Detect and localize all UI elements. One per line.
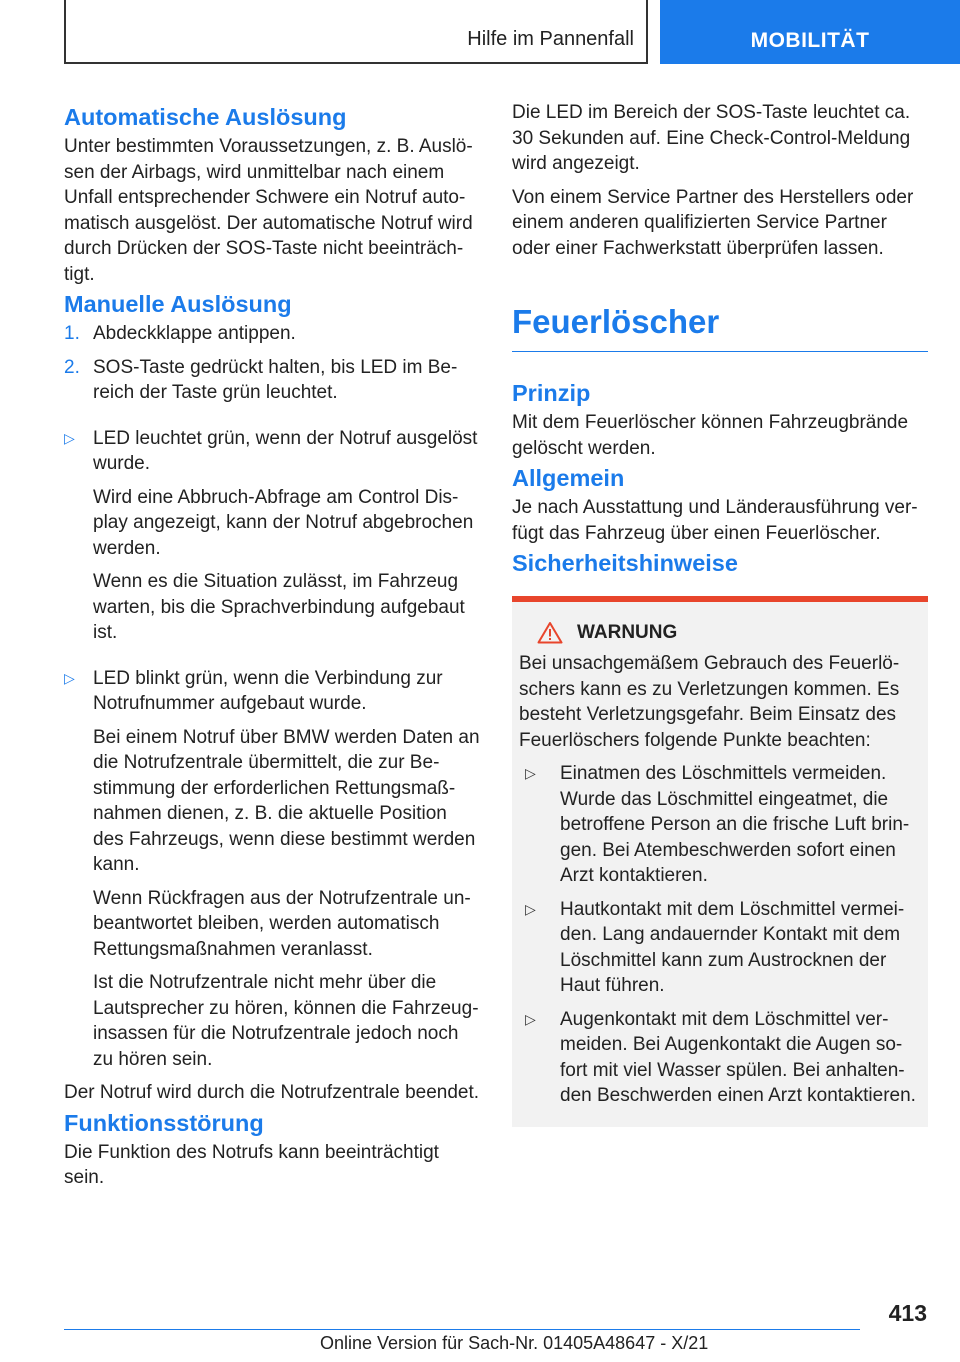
footer-online-version: Online Version für Sach-Nr. 01405A48647 - X/21	[320, 1333, 709, 1353]
paragraph-led-info: Die LED im Bereich der SOS-Taste leuchtet ca. 30 Sekunden auf. Eine Check-Control-Meldung wird angezeigt.	[512, 102, 911, 174]
result-text: Bei einem Notruf über BMW werden Daten an die Notrufzentrale übermittelt, die zur Bestimmung der erforderlichen Rettungsmaßnahmen dienen, z. B. die aktuelle Position des Fahrzeugs, wenn diese bestimmt werden kann.	[93, 726, 480, 875]
step-text: SOS-Taste gedrückt halten, bis LED im Bereich der Taste grün leuchtet.	[93, 356, 458, 403]
warning-item-text: Augenkontakt mit dem Löschmittel vermeiden. Bei Augenkontakt die Augen sofort mit viel Wasser spülen. Bei anhaltenden Beschwerden einen Arzt kontaktieren.	[560, 1008, 916, 1106]
paragraph-call-end: Der Notruf wird durch die Notrufzentrale beendet.	[64, 1082, 480, 1103]
heading-general: Allgemein	[512, 465, 625, 491]
heading-malfunction: Funktionsstörung	[64, 1109, 264, 1136]
warning-item-3	[519, 1007, 921, 1109]
paragraph-automatic-trigger: Unter bestimmten Voraussetzungen, z. B. Auslösen der Airbags, wird unmittelbar nach einem Unfall entsprechender Schwere ein Notruf automatisch ausgelöst. Der automatische Notruf wird durch Drücken der SOS-Taste nicht beeinträchtigt.	[64, 136, 473, 285]
right-column	[512, 100, 928, 1127]
result-text: Wenn Rückfragen aus der Notrufzentrale unbeantwortet bleiben, werden automatisch Rettungsmaßnahmen veranlasst.	[93, 887, 471, 960]
header-chapter-tab[interactable]: MOBILITÄT	[660, 0, 960, 64]
step-number: 1.	[64, 323, 80, 344]
step-text: Abdeckklappe antippen.	[93, 323, 296, 344]
warning-item-1	[519, 761, 921, 889]
warning-item-text: Einatmen des Löschmittels vermeiden. Wurde das Löschmittel eingeatmet, die betroffene Person an die frische Luft bringen. Bei Atembeschwerden sofort einen Arzt kontaktieren.	[560, 763, 910, 886]
warning-item-text: Hautkontakt mit dem Löschmittel vermeiden. Lang andauernder Kontakt mit dem Löschmittel kann zum Austrocknen der Haut führen.	[560, 898, 905, 996]
warning-label: WARNUNG	[577, 622, 678, 643]
warning-box	[512, 596, 928, 1127]
result-text: LED blinkt grün, wenn die Verbindung zur Notrufnummer aufgebaut wurde.	[93, 667, 443, 714]
paragraph-malfunction: Die Funktion des Notrufs kann beeinträchtigt sein.	[64, 1141, 439, 1188]
result-text: LED leuchtet grün, wenn der Notruf ausgelöst wurde.	[93, 427, 478, 474]
triangle-bullet-icon: ▷	[525, 765, 536, 781]
step-number: 2.	[64, 356, 80, 378]
paragraph-service-check: Von einem Service Partner des Herstellers oder einem anderen qualifizierten Service Partner oder einer Fachwerkstatt überprüfen lassen.	[512, 186, 914, 259]
heading-safety-notes: Sicherheitshinweise	[512, 550, 738, 576]
triangle-bullet-icon: ▷	[64, 669, 75, 686]
result-text: Wird eine Abbruch-Abfrage am Control Display angezeigt, kann der Notruf abgebrochen werden.	[93, 486, 474, 559]
result-text: Ist die Notrufzentrale nicht mehr über die Lautsprecher zu hören, können die Fahrzeuginsassen für die Notrufzentrale jedoch noch zu hören sein.	[93, 972, 479, 1070]
result-text: Wenn es die Situation zulässt, im Fahrzeug warten, bis die Sprachverbindung aufgebaut ist.	[93, 571, 465, 643]
footer-divider	[64, 1329, 860, 1330]
page-number: 413	[888, 1300, 927, 1326]
triangle-bullet-icon: ▷	[525, 1010, 536, 1027]
step-item-1	[64, 321, 480, 347]
paragraph-principle: Mit dem Feuerlöscher können Fahrzeugbrände gelöscht werden.	[512, 412, 909, 459]
triangle-bullet-icon: ▷	[525, 900, 536, 917]
result-item-1	[64, 426, 480, 646]
heading-fire-extinguisher: Feuerlöscher	[512, 299, 928, 352]
header-section-title: Hilfe im Pannenfall	[467, 28, 634, 50]
heading-principle: Prinzip	[512, 380, 591, 406]
left-column	[64, 100, 480, 1191]
step-item-2	[64, 355, 480, 406]
warning-header	[519, 620, 921, 645]
warning-text: Bei unsachgemäßem Gebrauch des Feuerlöschers kann es zu Verletzungen kommen. Es besteht Verletzungsgefahr. Beim Einsatz des Feuerlöschers folgende Punkte beachten:	[519, 653, 900, 751]
paragraph-general: Je nach Ausstattung und Länderausführung verfügt das Fahrzeug über einen Feuerlöscher.	[512, 497, 918, 544]
heading-manual-trigger: Manuelle Auslösung	[64, 291, 292, 317]
result-item-2	[64, 666, 480, 1073]
triangle-bullet-icon: ▷	[64, 429, 75, 446]
warning-item-2	[519, 897, 921, 999]
heading-automatic-trigger: Automatische Auslösung	[64, 104, 347, 130]
warning-triangle-icon	[537, 621, 563, 644]
